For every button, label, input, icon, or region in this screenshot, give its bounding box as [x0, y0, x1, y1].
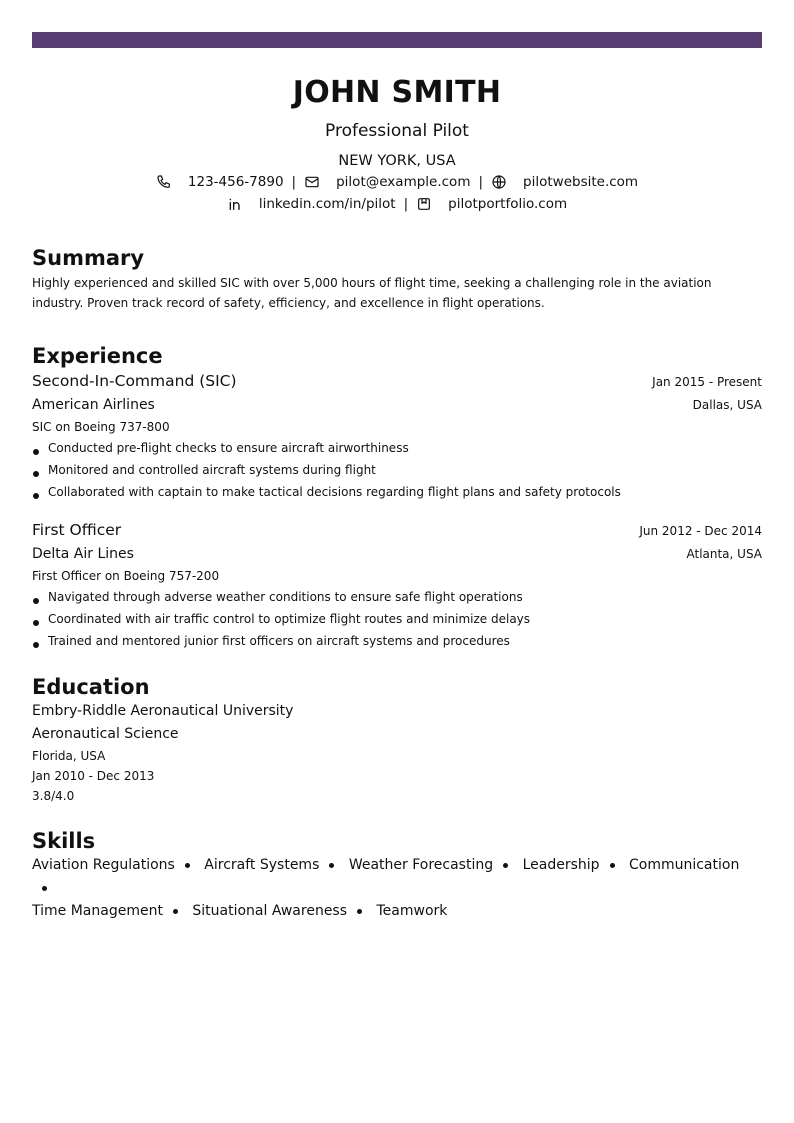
contact-row-2 [32, 193, 762, 215]
contact-separator: | [403, 196, 409, 212]
bullet-dot-icon [185, 863, 190, 868]
job-bullets [32, 586, 762, 652]
job-location: Dallas, USA [692, 398, 762, 412]
accent-bar [32, 32, 762, 48]
list-item: Conducted pre-flight checks to ensure aircraft airworthiness [32, 437, 762, 459]
skill-item: Weather Forecasting [348, 857, 494, 873]
list-item: Navigated through adverse weather conditions to ensure safe flight operations [32, 586, 762, 608]
summary-heading: Summary [32, 246, 145, 270]
job-description: First Officer on Boeing 757-200 [32, 569, 220, 583]
bullet-dot-icon [173, 909, 178, 914]
education-heading: Education [32, 675, 150, 699]
experience-heading: Experience [32, 344, 163, 368]
website-link[interactable]: pilotwebsite.com [523, 174, 639, 190]
resume-page [32, 48, 762, 923]
linkedin-link[interactable]: linkedin.com/in/pilot [258, 196, 396, 212]
job-company: Delta Air Lines [32, 546, 134, 562]
skills-row-2 [32, 900, 762, 923]
skill-item: Leadership [522, 857, 600, 873]
phone-link[interactable]: 123-456-7890 [187, 174, 284, 190]
contact-row-1 [32, 171, 762, 193]
portfolio-icon [416, 196, 432, 212]
candidate-title: Professional Pilot [325, 121, 469, 141]
job-dates: Jan 2015 - Present [652, 375, 762, 389]
candidate-location: NEW YORK, USA [338, 153, 456, 169]
education-section [32, 674, 762, 806]
skills-heading: Skills [32, 829, 96, 853]
education-school: Embry-Riddle Aeronautical University [32, 703, 294, 719]
globe-icon [491, 174, 507, 190]
skill-item: Aviation Regulations [32, 857, 175, 873]
email-link[interactable]: pilot@example.com [336, 174, 471, 190]
summary-text: Highly experienced and skilled SIC with over 5,000 hours of flight time, seeking a challenging role in the aviation industry. Proven track record of safety, efficiency, and excellence in flight operations. [32, 276, 712, 310]
bullet-dot-icon [503, 863, 508, 868]
skill-item: Situational Awareness [192, 903, 348, 919]
bullet-dot-icon [42, 886, 47, 891]
education-location: Florida, USA [32, 749, 106, 763]
portfolio-link[interactable]: pilotportfolio.com [448, 196, 568, 212]
phone-icon [156, 174, 172, 190]
job-entry [32, 518, 762, 652]
skills-row-1 [32, 854, 762, 900]
bullet-dot-icon [329, 863, 334, 868]
education-dates: Jan 2010 - Dec 2013 [32, 769, 155, 783]
job-title: First Officer [32, 521, 122, 539]
job-location: Atlanta, USA [686, 547, 762, 561]
education-gpa: 3.8/4.0 [32, 789, 75, 803]
job-title: Second-In-Command (SIC) [32, 372, 237, 390]
job-entry [32, 369, 762, 503]
education-degree: Aeronautical Science [32, 726, 179, 742]
skill-item: Time Management [32, 903, 163, 919]
linkedin-icon [227, 196, 243, 212]
bullet-dot-icon [357, 909, 362, 914]
list-item: Trained and mentored junior first officers on aircraft systems and procedures [32, 630, 762, 652]
list-item: Monitored and controlled aircraft systems during flight [32, 459, 762, 481]
experience-section [32, 343, 762, 652]
skill-item: Teamwork [376, 903, 448, 919]
job-dates: Jun 2012 - Dec 2014 [639, 524, 762, 538]
job-company: American Airlines [32, 397, 155, 413]
skill-item: Communication [628, 857, 740, 873]
mail-icon [304, 174, 320, 190]
job-bullets [32, 437, 762, 503]
job-description: SIC on Boeing 737-800 [32, 420, 170, 434]
contact-separator: | [478, 174, 484, 190]
list-item: Collaborated with captain to make tactical decisions regarding flight plans and safety protocols [32, 481, 762, 503]
skills-section [32, 828, 762, 923]
contact-separator: | [291, 174, 297, 190]
candidate-name: JOHN SMITH [292, 75, 502, 110]
skill-item: Aircraft Systems [204, 857, 320, 873]
bullet-dot-icon [610, 863, 615, 868]
summary-section [32, 245, 762, 313]
list-item: Coordinated with air traffic control to optimize flight routes and minimize delays [32, 608, 762, 630]
